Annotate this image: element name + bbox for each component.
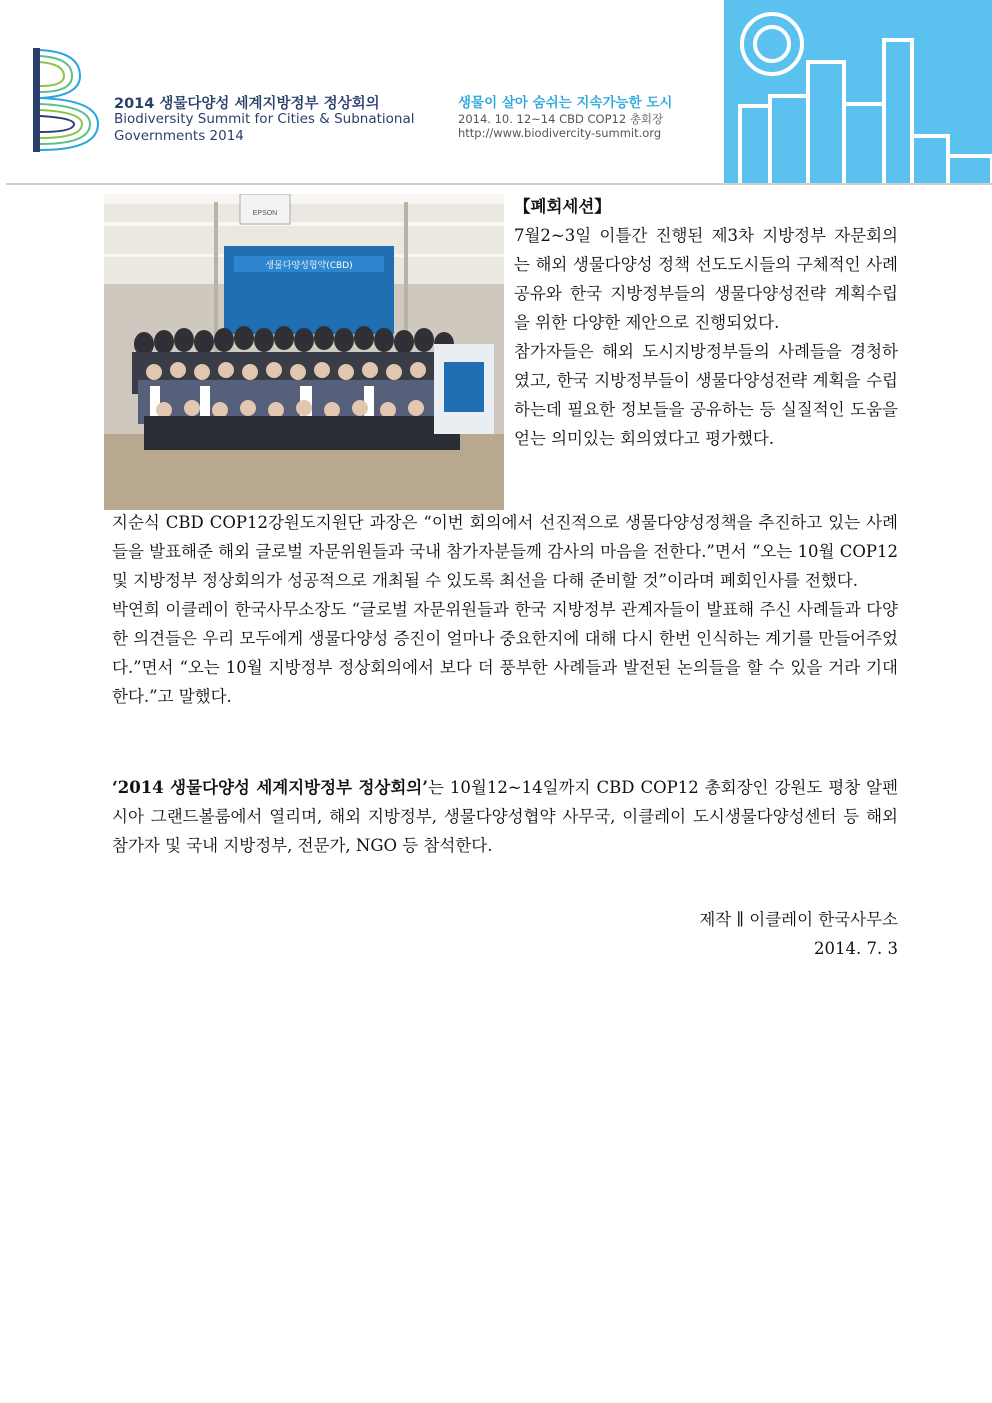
paragraph-2: 참가자들은 해외 도시지방정부들의 사례들을 경청하였고, 한국 지방정부들이 생물다양성전략 계획을 수립하는데 필요한 정보들을 공유하는 등 실질적인 도움을 얻는 의미있는 회의였다고 평가했다. [514, 342, 898, 448]
summit-name-bold: ‘2014 생물다양성 세계지방정부 정상회의’ [112, 778, 428, 797]
page-header [0, 0, 992, 186]
summit-url: http://www.biodivercity-summit.org [458, 126, 662, 140]
publish-date: 2014. 7. 3 [814, 939, 898, 958]
paragraph-5-rest: 는 10월12~14일까지 CBD COP12 총회장인 강원도 평창 알펜시아 그랜드볼룸에서 열리며, 해외 지방정부, 생물다양성협약 사무국, 이클레이 도시생물다양성센터 등 해외 참가자 및 국내 지방정부, 전문가, NGO 등 참석한다. [112, 778, 899, 855]
projector-brand: EPSON [252, 210, 278, 217]
paragraph-4: 박연희 이클레이 한국사무소장도 “글로벌 자문위원들과 한국 지방정부 관계자들이 발표해 주신 사례들과 다양한 의견들은 우리 모두에게 생물다양성 증진이 얼마나 중요한지에 대해 다시 한번 인식하는 계기를 만들어주었다.”면서 “오는 10월 지방정부 정상회의에서 보다 더 풍부한 사례들과 발전된 논의들을 할 수 있을 거라 기대한다.”고 말했다. [112, 600, 898, 706]
closing-session-sidebar [514, 192, 898, 453]
group-photo [104, 194, 504, 510]
event-banner-text: 생물다양성협약(CBD) [265, 261, 353, 271]
summit-title-english [114, 111, 415, 145]
summit-dateline: 2014. 10. 12~14 CBD COP12 총회장 [458, 112, 664, 126]
credit-block [699, 905, 898, 963]
article-body [112, 508, 898, 711]
paragraph-1: 7월2~3일 이틀간 진행된 제3차 지방정부 자문회의는 해외 생물다양성 정책 선도도시들의 구체적인 사례 공유와 한국 지방정부들의 생물다양성전략 계획수립을 위한 다양한 제안으로 진행되었다. [514, 226, 898, 332]
summit-title-english-line-1: Biodiversity Summit for Cities & Subnational [114, 111, 415, 127]
paragraph-3: 지순식 CBD COP12강원도지원단 과장은 “이번 회의에서 선진적으로 생물다양성정책을 추진하고 있는 사례들을 발표해준 해외 글로벌 자문위원들과 국내 참가자분들께 감사의 마음을 전한다.”면서 “오는 10월 COP12 및 지방정부 정상회의가 성공적으로 개최될 수 있도록 최선을 다해 준비할 것”이라며 폐회인사를 전했다. [112, 513, 898, 590]
summit-title-korean: 2014 생물다양성 세계지방정부 정상회의 [114, 96, 380, 112]
producer-credit: 제작 ∥ 이클레이 한국사무소 [699, 910, 898, 929]
city-skyline-banner [724, 0, 992, 184]
paragraph-5 [112, 773, 898, 860]
summit-logo [28, 44, 108, 156]
summit-slogan: 생물이 살아 숨쉬는 지속가능한 도시 [458, 95, 673, 111]
summit-announcement [112, 773, 898, 860]
section-heading: 【폐회세션】 [514, 197, 611, 216]
summit-title-english-line-2: Governments 2014 [114, 128, 244, 144]
header-divider [6, 183, 992, 185]
